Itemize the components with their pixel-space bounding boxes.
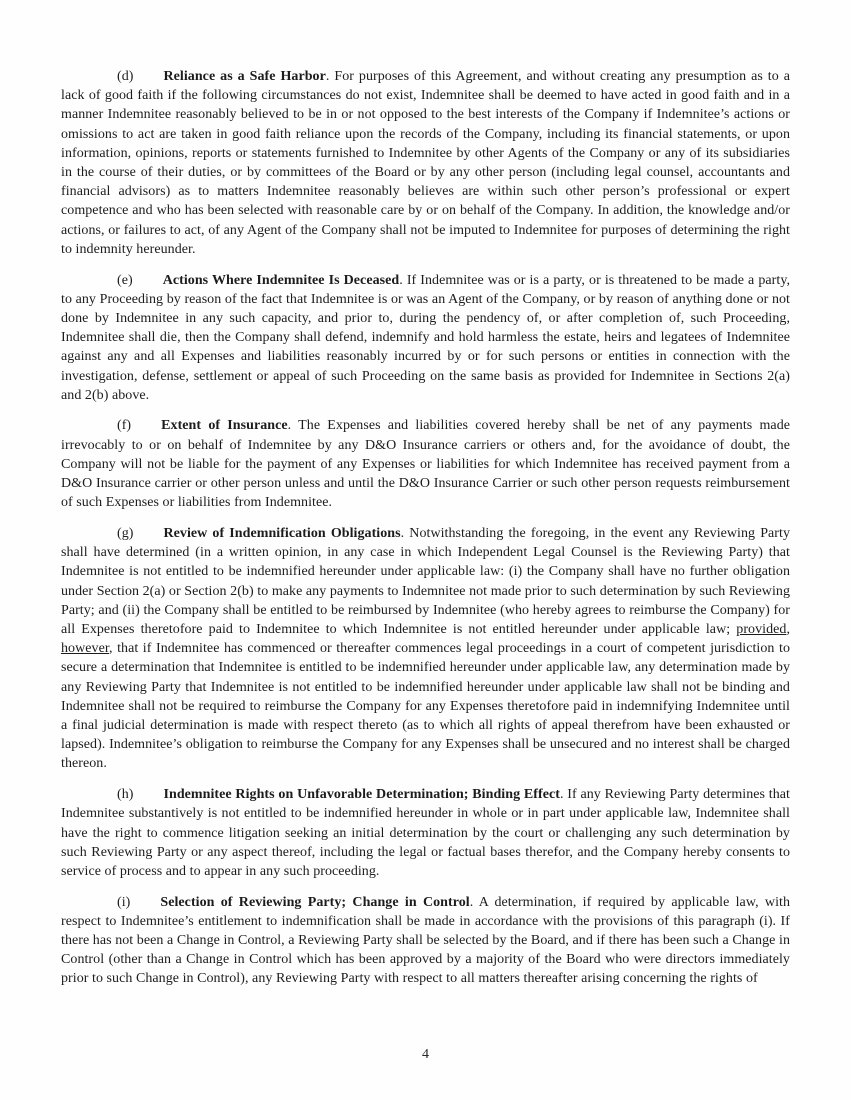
paragraph-label: (i) [117, 894, 131, 910]
paragraph-label: (e) [117, 272, 133, 288]
paragraph-g [61, 524, 790, 774]
paragraph-label: (g) [117, 525, 134, 541]
paragraph-heading: Actions Where Indemnitee Is Deceased [162, 272, 400, 288]
paragraph-body: , that if Indemnitee has commenced or thereafter commences legal proceedings in a court of competent jurisdiction to secure a determination that Indemnitee is entitled to be indemnified hereunder under applicable law, any determination made by any Reviewing Party that Indemnitee is not entitled to be indemnified hereunder under applicable law shall not be binding and Indemnitee shall not be required to reimburse the Company for any Expenses theretofore paid in indemnifying Indemnitee until a final judicial determination is made with respect thereto (as to which all rights of appeal therefrom have been exhausted or lapsed). Indemnitee’s obligation to reimburse the Company for any Expenses shall be unsecured and no interest shall be charged thereon. [61, 641, 790, 772]
paragraph-body: . The Expenses and liabilities covered hereby shall be net of any payments made irrevocably to or on behalf of Indemnitee by any D&O Insurance carriers or others and, for the avoidance of doubt, the Company will not be liable for the payment of any Expenses or liabilities for which Indemnitee has received payment from a D&O Insurance carrier or other person unless and until the D&O Insurance Carrier or such other person requests reimbursement of such Expenses or liabilities from Indemnitee. [61, 418, 791, 511]
paragraph-label: (f) [117, 418, 132, 434]
paragraph-body: . If Indemnitee was or is a party, or is threatened to be made a party, to any Proceeding by reason of the fact that Indemnitee is or was an Agent of the Company, or by reason of anything done or not done by Indemnitee in any such capacity, and prior to, during the pendency of, or after completion of, such Proceeding, Indemnitee shall die, then the Company shall defend, indemnify and hold harmless the estate, heirs and legatees of Indemnitee against any and all Expenses and liabilities reasonably incurred by or for such persons or entities in connection with the investigation, defense, settlement or appeal of such Proceeding on the same basis as provided for Indemnitee in Sections 2(a) and 2(b) above. [61, 272, 791, 403]
paragraph-i [61, 893, 790, 989]
paragraph-body: , [786, 621, 790, 637]
paragraph-heading: Indemnitee Rights on Unfavorable Determination; Binding Effect [163, 787, 560, 803]
paragraph-label: (d) [117, 69, 134, 84]
paragraph-body: . Notwithstanding the foregoing, in the event any Reviewing Party shall have determined (in a written opinion, in any case in which Independent Legal Counsel is the Reviewing Party) that Indemnitee is not entitled to be indemnified hereunder under applicable law: (i) the Company shall have no further obligation under Section 2(a) or Section 2(b) to make any payments to Indemnitee not made prior to such determination by such Reviewing Party; and (ii) the Company shall be entitled to be reimbursed by Indemnitee (who hereby agrees to reimburse the Company) for all Expenses theretofore paid to Indemnitee to which Indemnitee is not entitled hereunder under applicable law; [61, 525, 791, 637]
document-content [61, 67, 790, 1000]
paragraph-e [61, 271, 790, 405]
page-number: 4 [422, 1047, 429, 1062]
paragraph-d [61, 67, 790, 259]
underlined-proviso: provided [736, 621, 787, 637]
paragraph-body: . A determination, if required by applicable law, with respect to Indemnitee’s entitlement to indemnification shall be made in accordance with the provisions of this paragraph (i). If there has not been a Change in Control, a Reviewing Party shall be selected by the Board, and if there has been such a Change in Control (other than a Change in Control which has been approved by a majority of the Board who were directors immediately prior to such Change in Control), any Reviewing Party with respect to all matters thereafter arising concerning the rights of [61, 894, 790, 987]
paragraph-label: (h) [117, 787, 134, 803]
paragraph-h [61, 785, 790, 881]
underlined-proviso: however [61, 641, 109, 657]
paragraph-heading: Review of Indemnification Obligations [163, 525, 401, 541]
paragraph-f [61, 416, 790, 512]
paragraph-body: . If any Reviewing Party determines that Indemnitee substantively is not entitled to be indemnified hereunder in whole or in part under applicable law, Indemnitee shall have the right to commence litigation seeking an initial determination by the court or challenging any such determination by such Reviewing Party or any aspect thereof, including the legal or factual bases therefor, and the Company hereby consents to service of process and to appear in any such proceeding. [61, 787, 790, 879]
paragraph-heading: Reliance as a Safe Harbor [163, 69, 326, 84]
paragraph-body: . For purposes of this Agreement, and without creating any presumption as to a lack of good faith if the following circumstances do not exist, Indemnitee shall be deemed to have acted in good faith and in a manner Indemnitee reasonably believed to be in or not opposed to the best interests of the Company if Indemnitee’s actions or omissions to act are taken in good faith reliance upon the records of the Company, including its financial statements, or upon information, opinions, reports or statements furnished to Indemnitee by other Agents of the Company or any of its subsidiaries in the course of their duties, or by committees of the Board or by any other person (including legal counsel, accountants and financial advisors) as to matters Indemnitee reasonably believes are within such other person’s professional or expert competence and who has been selected with reasonable care by or on behalf of the Company. In addition, the knowledge and/or actions, or failures to act, of any Agent of the Company shall not be imputed to Indemnitee for purposes of determining the right to indemnity hereunder. [61, 69, 791, 257]
paragraph-heading: Selection of Reviewing Party; Change in Control [160, 894, 470, 910]
paragraph-heading: Extent of Insurance [161, 418, 288, 434]
